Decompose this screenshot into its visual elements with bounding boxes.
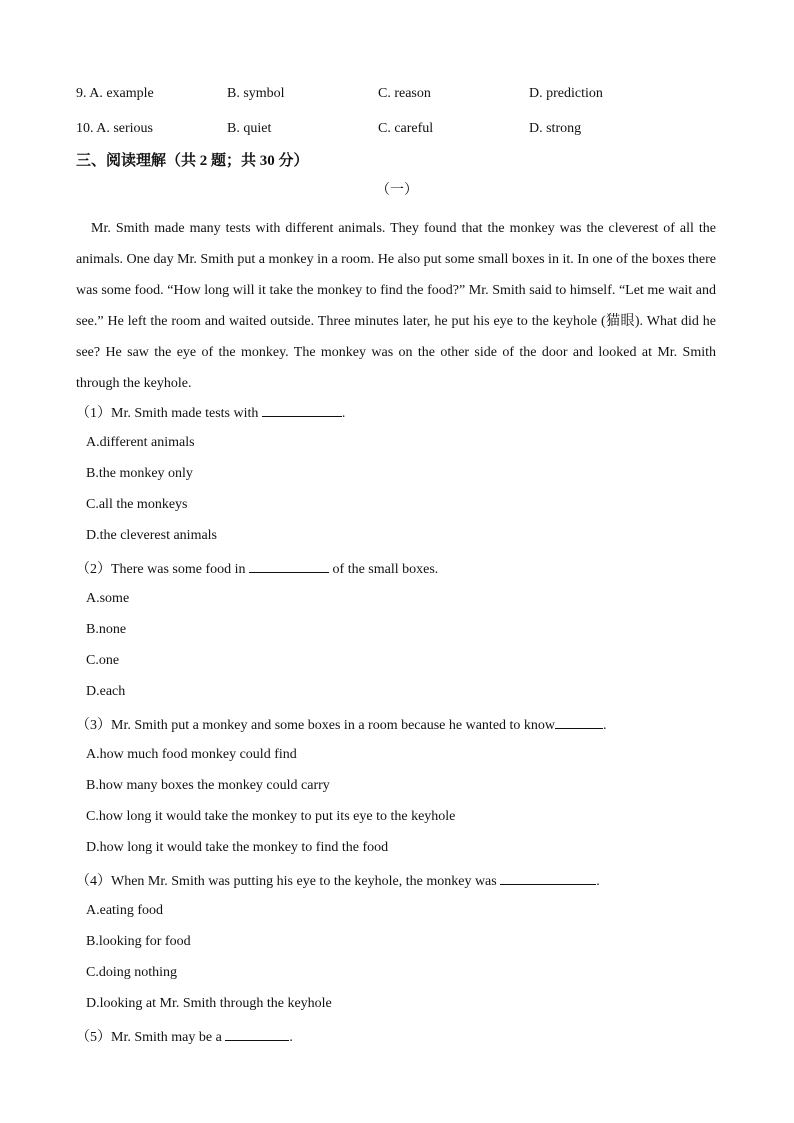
answer-blank[interactable] (225, 1026, 289, 1041)
answer-blank[interactable] (262, 402, 342, 417)
question-2-option-d: D.each (86, 684, 126, 699)
question-4-option-b: B.looking for food (86, 934, 191, 949)
choice-9-option-c: C. reason (378, 86, 431, 101)
question-1-option-b: B.the monkey only (86, 466, 193, 481)
choice-10-option-b: B. quiet (227, 121, 272, 136)
question-3-option-d: D.how long it would take the monkey to find the food (86, 840, 389, 855)
choice-row-9 (76, 84, 680, 104)
choice-9-option-b: B. symbol (227, 86, 285, 101)
question-1-option-a: A.different animals (86, 435, 195, 450)
section-title: 三、阅读理解（共 2 题；共 30 分） (76, 153, 309, 169)
choice-10-option-c: C. careful (378, 121, 434, 136)
choice-10-option-a: 10. A. serious (76, 121, 154, 136)
question-3-option-a: A.how much food monkey could find (86, 747, 297, 762)
choice-10-option-d: D. strong (529, 121, 582, 136)
question-1-option-d: D.the cleverest animals (86, 528, 218, 543)
question-4: （4）When Mr. Smith was putting his eye to the keyhole, the monkey was . (76, 870, 600, 892)
question-2-option-b: B.none (86, 622, 127, 637)
question-2-option-c: C.one (86, 653, 120, 668)
question-1: （1）Mr. Smith made tests with . (76, 402, 345, 424)
passage-title: （一） (376, 183, 418, 198)
answer-blank[interactable] (555, 714, 603, 729)
question-4-option-d: D.looking at Mr. Smith through the keyhole (86, 996, 332, 1011)
question-4-option-c: C.doing nothing (86, 965, 178, 980)
question-2-option-a: A.some (86, 591, 130, 606)
choice-9-option-a: 9. A. example (76, 86, 154, 101)
question-2: （2）There was some food in of the small boxes. (76, 558, 438, 580)
question-3: （3）Mr. Smith put a monkey and some boxes in a room because he wanted to know . (76, 714, 607, 736)
answer-blank[interactable] (249, 558, 329, 573)
question-3-option-b: B.how many boxes the monkey could carry (86, 778, 330, 793)
answer-blank[interactable] (500, 870, 596, 885)
reading-passage: Mr. Smith made many tests with different animals. They found that the monkey was the cleverest of all the animals. One day Mr. Smith put a monkey in a room. He also put some small boxes in it. In one of the boxes there was some food. “How long will it take the monkey to find the food?” Mr. Smith said to himself. “Let me wait and see.” He left the room and waited outside. Three minutes later, he put his eye to the keyhole (猫眼). What did he see? He saw the eye of the monkey. The monkey was on the other side of the door and looked at Mr. Smith through the keyhole. (76, 221, 717, 392)
question-5: （5）Mr. Smith may be a . (76, 1026, 293, 1048)
question-3-option-c: C.how long it would take the monkey to put its eye to the keyhole (86, 809, 456, 824)
choice-row-10 (76, 119, 680, 139)
question-4-option-a: A.eating food (86, 903, 163, 918)
question-1-option-c: C.all the monkeys (86, 497, 188, 512)
choice-9-option-d: D. prediction (529, 86, 603, 101)
